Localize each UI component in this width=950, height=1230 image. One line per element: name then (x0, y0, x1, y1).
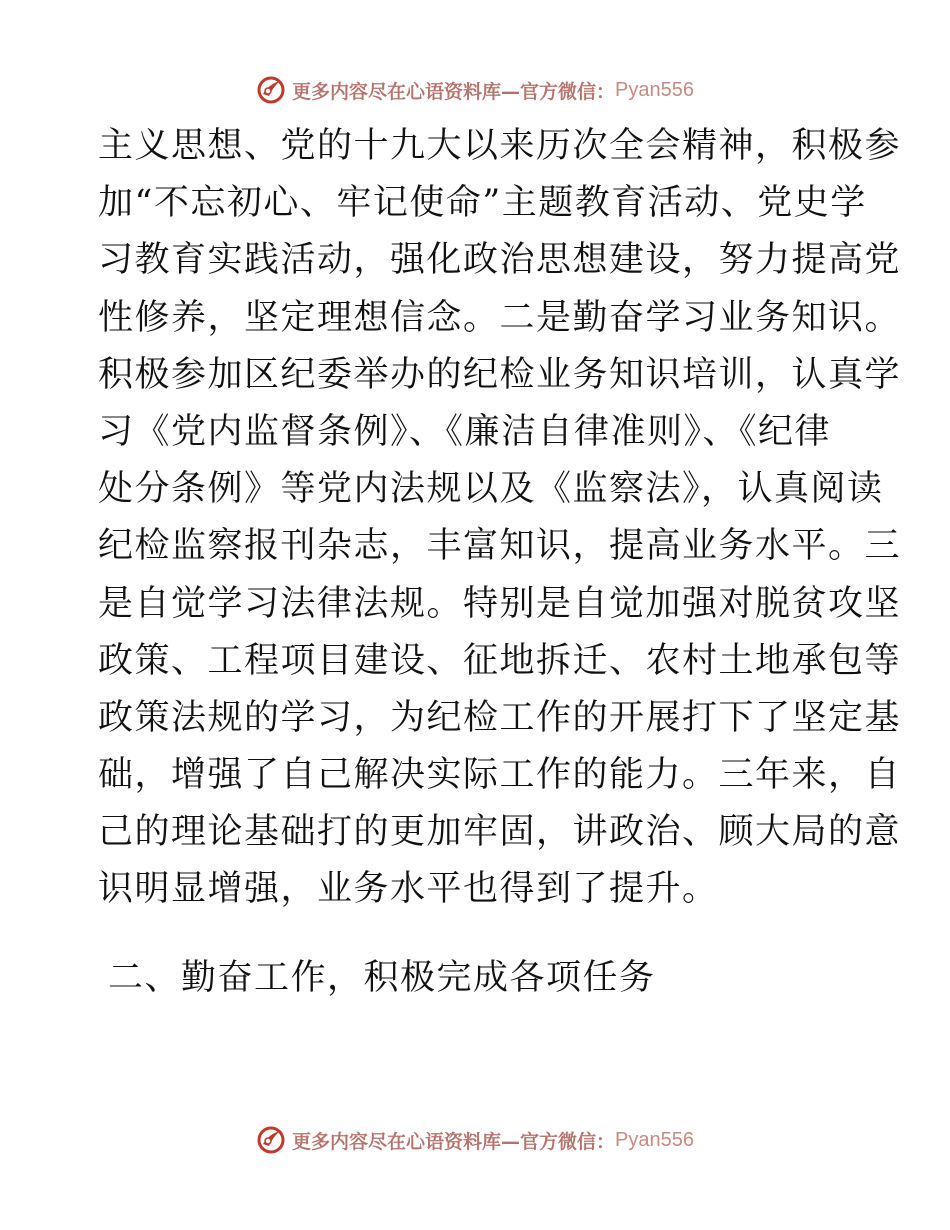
header-banner-text: 更多内容尽在心语资料库—官方微信： (292, 80, 616, 103)
body-line: 纪检监察报刊杂志，丰富知识，提高业务水平。三 (98, 526, 902, 567)
body-line: 是自觉学习法律法规。特别是自觉加强对脱贫攻坚 (98, 583, 902, 624)
body-line: 政策法规的学习，为纪检工作的开展打下了坚定基 (98, 697, 902, 738)
body-line: 积极参加区纪委举办的纪检业务知识培训，认真学 (98, 354, 902, 395)
body-line: 性修养，坚定理想信念。二是勤奋学习业务知识。 (98, 297, 902, 338)
footer-banner-wechat-id: Pyan556 (615, 1128, 694, 1151)
body-line: 识明显增强，业务水平也得到了提升。 (98, 869, 719, 910)
header-banner (0, 72, 950, 108)
footer-banner (0, 1122, 950, 1158)
body-line: 加“不忘初心、牢记使命”主题教育活动、党史学 (98, 183, 867, 224)
body-line: 己的理论基础打的更加牢固，讲政治、顾大局的意 (98, 812, 902, 853)
body-line: 习教育实践活动，强化政治思想建设，努力提高党 (98, 240, 902, 281)
document-body (98, 118, 902, 919)
body-line: 础，增强了自己解决实际工作的能力。三年来，自 (98, 755, 902, 796)
body-line: 习《党内监督条例》、《廉洁自律准则》、《纪律 (98, 411, 832, 452)
footer-banner-text: 更多内容尽在心语资料库—官方微信： (292, 1130, 616, 1153)
body-line: 处分条例》等党内法规以及《监察法》，认真阅读 (98, 469, 884, 510)
section-heading: 二、勤奋工作，积极完成各项任务 (108, 958, 656, 998)
brand-logo-icon (256, 1125, 286, 1155)
body-line: 政策、工程项目建设、征地拆迁、农村土地承包等 (98, 640, 902, 681)
body-line: 主义思想、党的十九大以来历次全会精神，积极参 (98, 126, 902, 166)
brand-logo-icon (256, 75, 286, 105)
header-banner-wechat-id: Pyan556 (615, 78, 694, 101)
